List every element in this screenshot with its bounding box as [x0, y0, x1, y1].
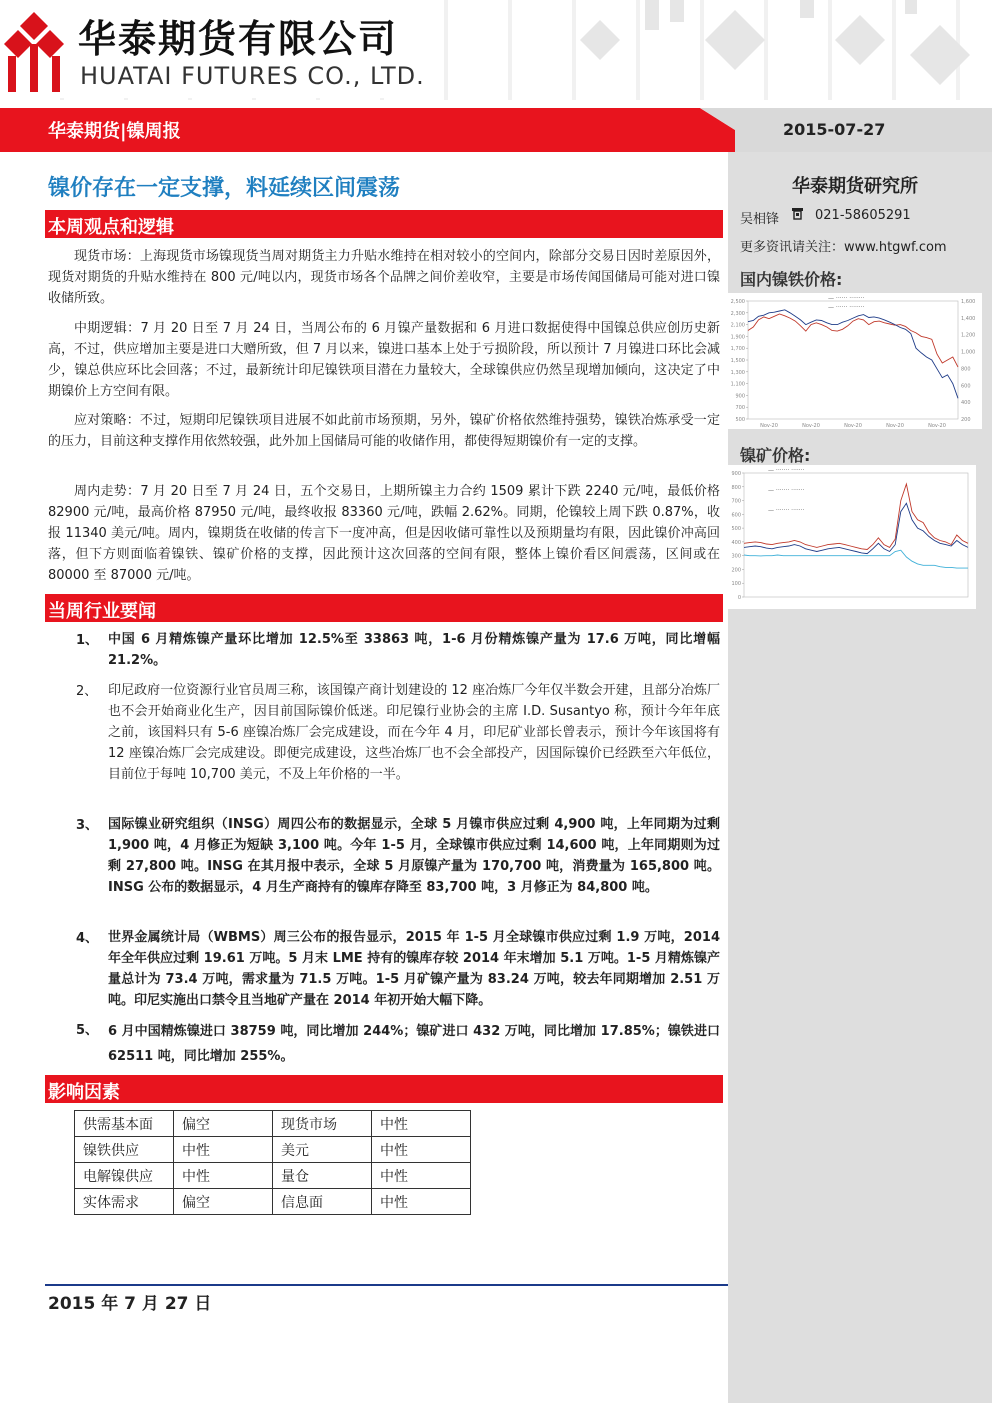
table-cell: 中性: [174, 1137, 273, 1163]
nickel-ore-chart: [728, 465, 976, 609]
series-line-3: [744, 550, 968, 568]
y2-tick-label: 800: [961, 366, 971, 373]
y2-tick-label: 1,000: [961, 349, 976, 356]
table-cell: 镍铁供应: [75, 1137, 174, 1163]
chart1-legend-1: — ······ ········: [828, 295, 865, 302]
table-row: [75, 1189, 471, 1215]
x-tick-label: Nov-20: [760, 423, 778, 429]
news-number: 2、: [76, 684, 98, 699]
nickel-ore-chart-title: 镍矿价格:: [740, 446, 811, 465]
y2-tick-label: 1,200: [961, 332, 976, 339]
y-tick-label: 700: [735, 405, 745, 412]
huatai-logo-icon: [4, 10, 64, 92]
y-tick-label: 2,300: [730, 310, 745, 317]
section-bar-factors: [45, 1075, 723, 1103]
table-cell: 中性: [174, 1163, 273, 1189]
table-cell: 现货市场: [273, 1111, 372, 1137]
footer-divider: [45, 1284, 728, 1286]
y2-tick-label: 200: [961, 417, 971, 423]
nickel-pig-iron-chart-title: 国内镍铁价格:: [740, 270, 843, 289]
factors-table: [74, 1110, 471, 1215]
nickel-pig-iron-chart-svg: [728, 293, 982, 429]
table-cell: 信息面: [273, 1189, 372, 1215]
paragraph-spot-market: 现货市场：上海现货市场镍现货当周对期货主力升贴水维持在相对较小的空间内，除部分交易日因时差原因外，现货对期货的升贴水维持在 800 元/吨以内，现货市场各个品牌之间价差收窄，主要是市场传闻国储局可能对进口镍收储所致。: [48, 249, 720, 306]
y-tick-label: 2,500: [730, 299, 745, 305]
x-tick-label: Nov-20: [802, 423, 820, 429]
y-tick-label: 300: [731, 553, 741, 560]
y-tick-label: 500: [731, 526, 741, 533]
y2-tick-label: 400: [961, 400, 971, 407]
y-tick-label: 900: [735, 393, 745, 400]
table-cell: 中性: [372, 1163, 471, 1189]
more-info-link[interactable]: 更多资讯请关注：www.htgwf.com: [740, 240, 947, 255]
chart2-legend-1: — ······· ·······: [768, 467, 805, 474]
y2-tick-label: 1,600: [961, 299, 976, 305]
plot-frame: [748, 301, 958, 419]
table-cell: 中性: [372, 1137, 471, 1163]
news-text: 中国 6 月精炼镍产量环比增加 12.5%至 33863 吨，1-6 月份精炼镍产量为 17.6 万吨，同比增幅 21.2%。: [108, 632, 720, 668]
phone-icon: [791, 207, 804, 220]
x-tick-label: Nov-20: [844, 423, 862, 429]
table-cell: 中性: [372, 1189, 471, 1215]
y-tick-label: 900: [731, 471, 741, 477]
news-text: 印尼政府一位资源行业官员周三称，该国镍产商计划建设的 12 座冶炼厂今年仅半数会开建，且部分冶炼厂也不会开始商业化生产，因目前国际镍价低迷。印尼镍行业协会的主席 I.D. Susantyo 称，预计今年年底之前，该国料只有 5-6 座镍冶炼厂会完成建设，而在今年 4 月，印尼矿业部长曾表示，预计今年该国将有 12 座镍冶炼厂会完成建设。即便完成建设，这些冶炼厂也不会全部投产，因国际镍价已经跌至六年低位，目前位于每吨 10,700 美元，不及上年价格的一半。: [108, 683, 720, 782]
y-tick-label: 600: [731, 512, 741, 519]
company-name-cn: 华泰期货有限公司: [78, 17, 399, 61]
y2-tick-label: 1,400: [961, 315, 976, 322]
chart1-legend-2: — ······ ········: [828, 304, 865, 311]
y-tick-label: 500: [735, 417, 745, 423]
chart2-legend-2: — ······· ·······: [768, 487, 805, 494]
news-number: 1、: [76, 633, 99, 648]
paragraph-mid-term: 中期逻辑：7 月 20 日至 7 月 24 日，当周公布的 6 月镍产量数据和 6 月进口数据使得中国镍总供应创历史新高，不过，供应增加主要是进口大赠所致，但 7 月以来，镍进口基本上处于亏损阶段，所以预计 7 月镍进口环比会减少，镍总供应环比会回落；不过，最新统计印尼镍铁项目潜在力量较大，全球镍供应仍然呈现增加倾向，这决定了中期镍价上方空间有限。: [48, 321, 720, 399]
y-tick-label: 1,700: [730, 346, 745, 353]
analyst-phone: 021-58605291: [815, 208, 911, 223]
news-text: 世界金属统计局（WBMS）周三公布的报告显示，2015 年 1-5 月全球镍市供应过剩 1.9 万吨，2014 年全年供应过剩 19.61 万吨。5 月末 LME 持有的镍库存较 2014 年末增加 5.1 万吨。1-5 月精炼镍产量总计为 73.4 万吨，需求量为 71.5 万吨。1-5 月矿镍产量为 83.24 万吨，较去年同期增加 2.51 万吨。印尼实施出口禁令且当地矿产量在 2014 年初开始大幅下降。: [108, 930, 720, 1008]
table-cell: 美元: [273, 1137, 372, 1163]
y-tick-label: 1,100: [730, 381, 745, 388]
paragraph-weekly-trend: 周内走势：7 月 20 日至 7 月 24 日，五个交易日，上期所镍主力合约 1509 累计下跌 2240 元/吨，最低价格 82900 元/吨，最高价格 87950 元/吨，最终收报 83360 元/吨，跌幅 2.62%。同期，伦镍较上周下跌 0.87%，收报 11340 美元/吨。周内，镍期货在收储的传言下一度冲高，但是因收储可靠性以及预期量均有限，因此镍价冲高回落，但下方则面临着镍铁、镍矿价格的支撑，因此预计这次回落的空间有限，整体上镍价看区间震荡，区间或在 80000 至 87000 元/吨。: [48, 484, 720, 583]
news-number: 3、: [76, 818, 99, 833]
section-title-factors: 影响因素: [48, 1082, 120, 1103]
table-cell: 电解镍供应: [75, 1163, 174, 1189]
table-cell: 偏空: [174, 1189, 273, 1215]
nickel-pig-iron-chart: [728, 293, 982, 429]
series-line-2: [748, 310, 958, 399]
nickel-ore-chart-svg: [728, 465, 976, 609]
report-type-label: 华泰期货|镍周报: [48, 121, 181, 142]
news-number: 5、: [76, 1023, 99, 1038]
y-tick-label: 800: [731, 484, 741, 491]
y-tick-label: 200: [731, 567, 741, 574]
y-tick-label: 0: [737, 595, 741, 601]
footer-date: 2015 年 7 月 27 日: [48, 1294, 212, 1314]
news-number: 4、: [76, 931, 99, 946]
table-cell: 供需基本面: [75, 1111, 174, 1137]
table-cell: 中性: [372, 1111, 471, 1137]
table-row: [75, 1163, 471, 1189]
table-row: [75, 1111, 471, 1137]
y-tick-label: 1,900: [730, 334, 745, 341]
report-date: 2015-07-27: [783, 120, 886, 139]
y-tick-label: 1,500: [730, 358, 745, 364]
chart2-legend-3: — ······· ·······: [768, 507, 805, 514]
y-tick-label: 400: [731, 539, 741, 546]
y-tick-label: 1,300: [730, 369, 745, 376]
section-title-views: 本周观点和逻辑: [48, 217, 174, 238]
table-cell: 偏空: [174, 1111, 273, 1137]
table-row: [75, 1137, 471, 1163]
company-name-en: HUATAI FUTURES CO., LTD.: [80, 62, 425, 90]
section-title-news: 当周行业要闻: [48, 601, 156, 622]
y-tick-label: 100: [731, 581, 741, 588]
x-tick-label: Nov-20: [886, 423, 904, 429]
news-text: 6 月中国精炼镍进口 38759 吨，同比增加 244%；镍矿进口 432 万吨，同比增加 17.85%；镍铁进口 62511 吨，同比增加 255%。: [108, 1024, 720, 1064]
report-title: 镍价存在一定支撑，料延续区间震荡: [48, 176, 401, 201]
header-decoration: [560, 0, 992, 100]
y-tick-label: 2,100: [730, 322, 745, 329]
x-tick-label: Nov-20: [928, 423, 946, 429]
institute-name: 华泰期货研究所: [792, 176, 918, 197]
paragraph-strategy: 应对策略：不过，短期印尼镍铁项目进展不如此前市场预期，另外，镍矿价格依然维持强势，镍铁冶炼承受一定的压力，目前这种支撑作用依然较强，此外加上国储局可能的收储作用，都使得短期镍价有一定的支撑。: [48, 413, 720, 449]
analyst-name: 吴相锋: [740, 212, 780, 227]
y2-tick-label: 600: [961, 383, 971, 390]
y-tick-label: 700: [731, 498, 741, 505]
table-cell: 实体需求: [75, 1189, 174, 1215]
news-text: 国际镍业研究组织（INSG）周四公布的数据显示，全球 5 月镍市供应过剩 4,900 吨，上年同期为过剩 1,900 吨，4 月修正为短缺 3,100 吨。今年 1-5 月，全球镍市供应过剩 14,600 吨，上年同期则为过剩 27,800 吨。INSG 在其月报中表示，全球 5 月原镍产量为 170,700 吨，消费量为 165,800 吨。INSG 公布的数据显示，4 月生产商持有的镍库存降至 83,700 吨，3 月修正为 84,800 吨。: [108, 817, 720, 895]
table-cell: 量仓: [273, 1163, 372, 1189]
series-line-1: [748, 314, 958, 367]
